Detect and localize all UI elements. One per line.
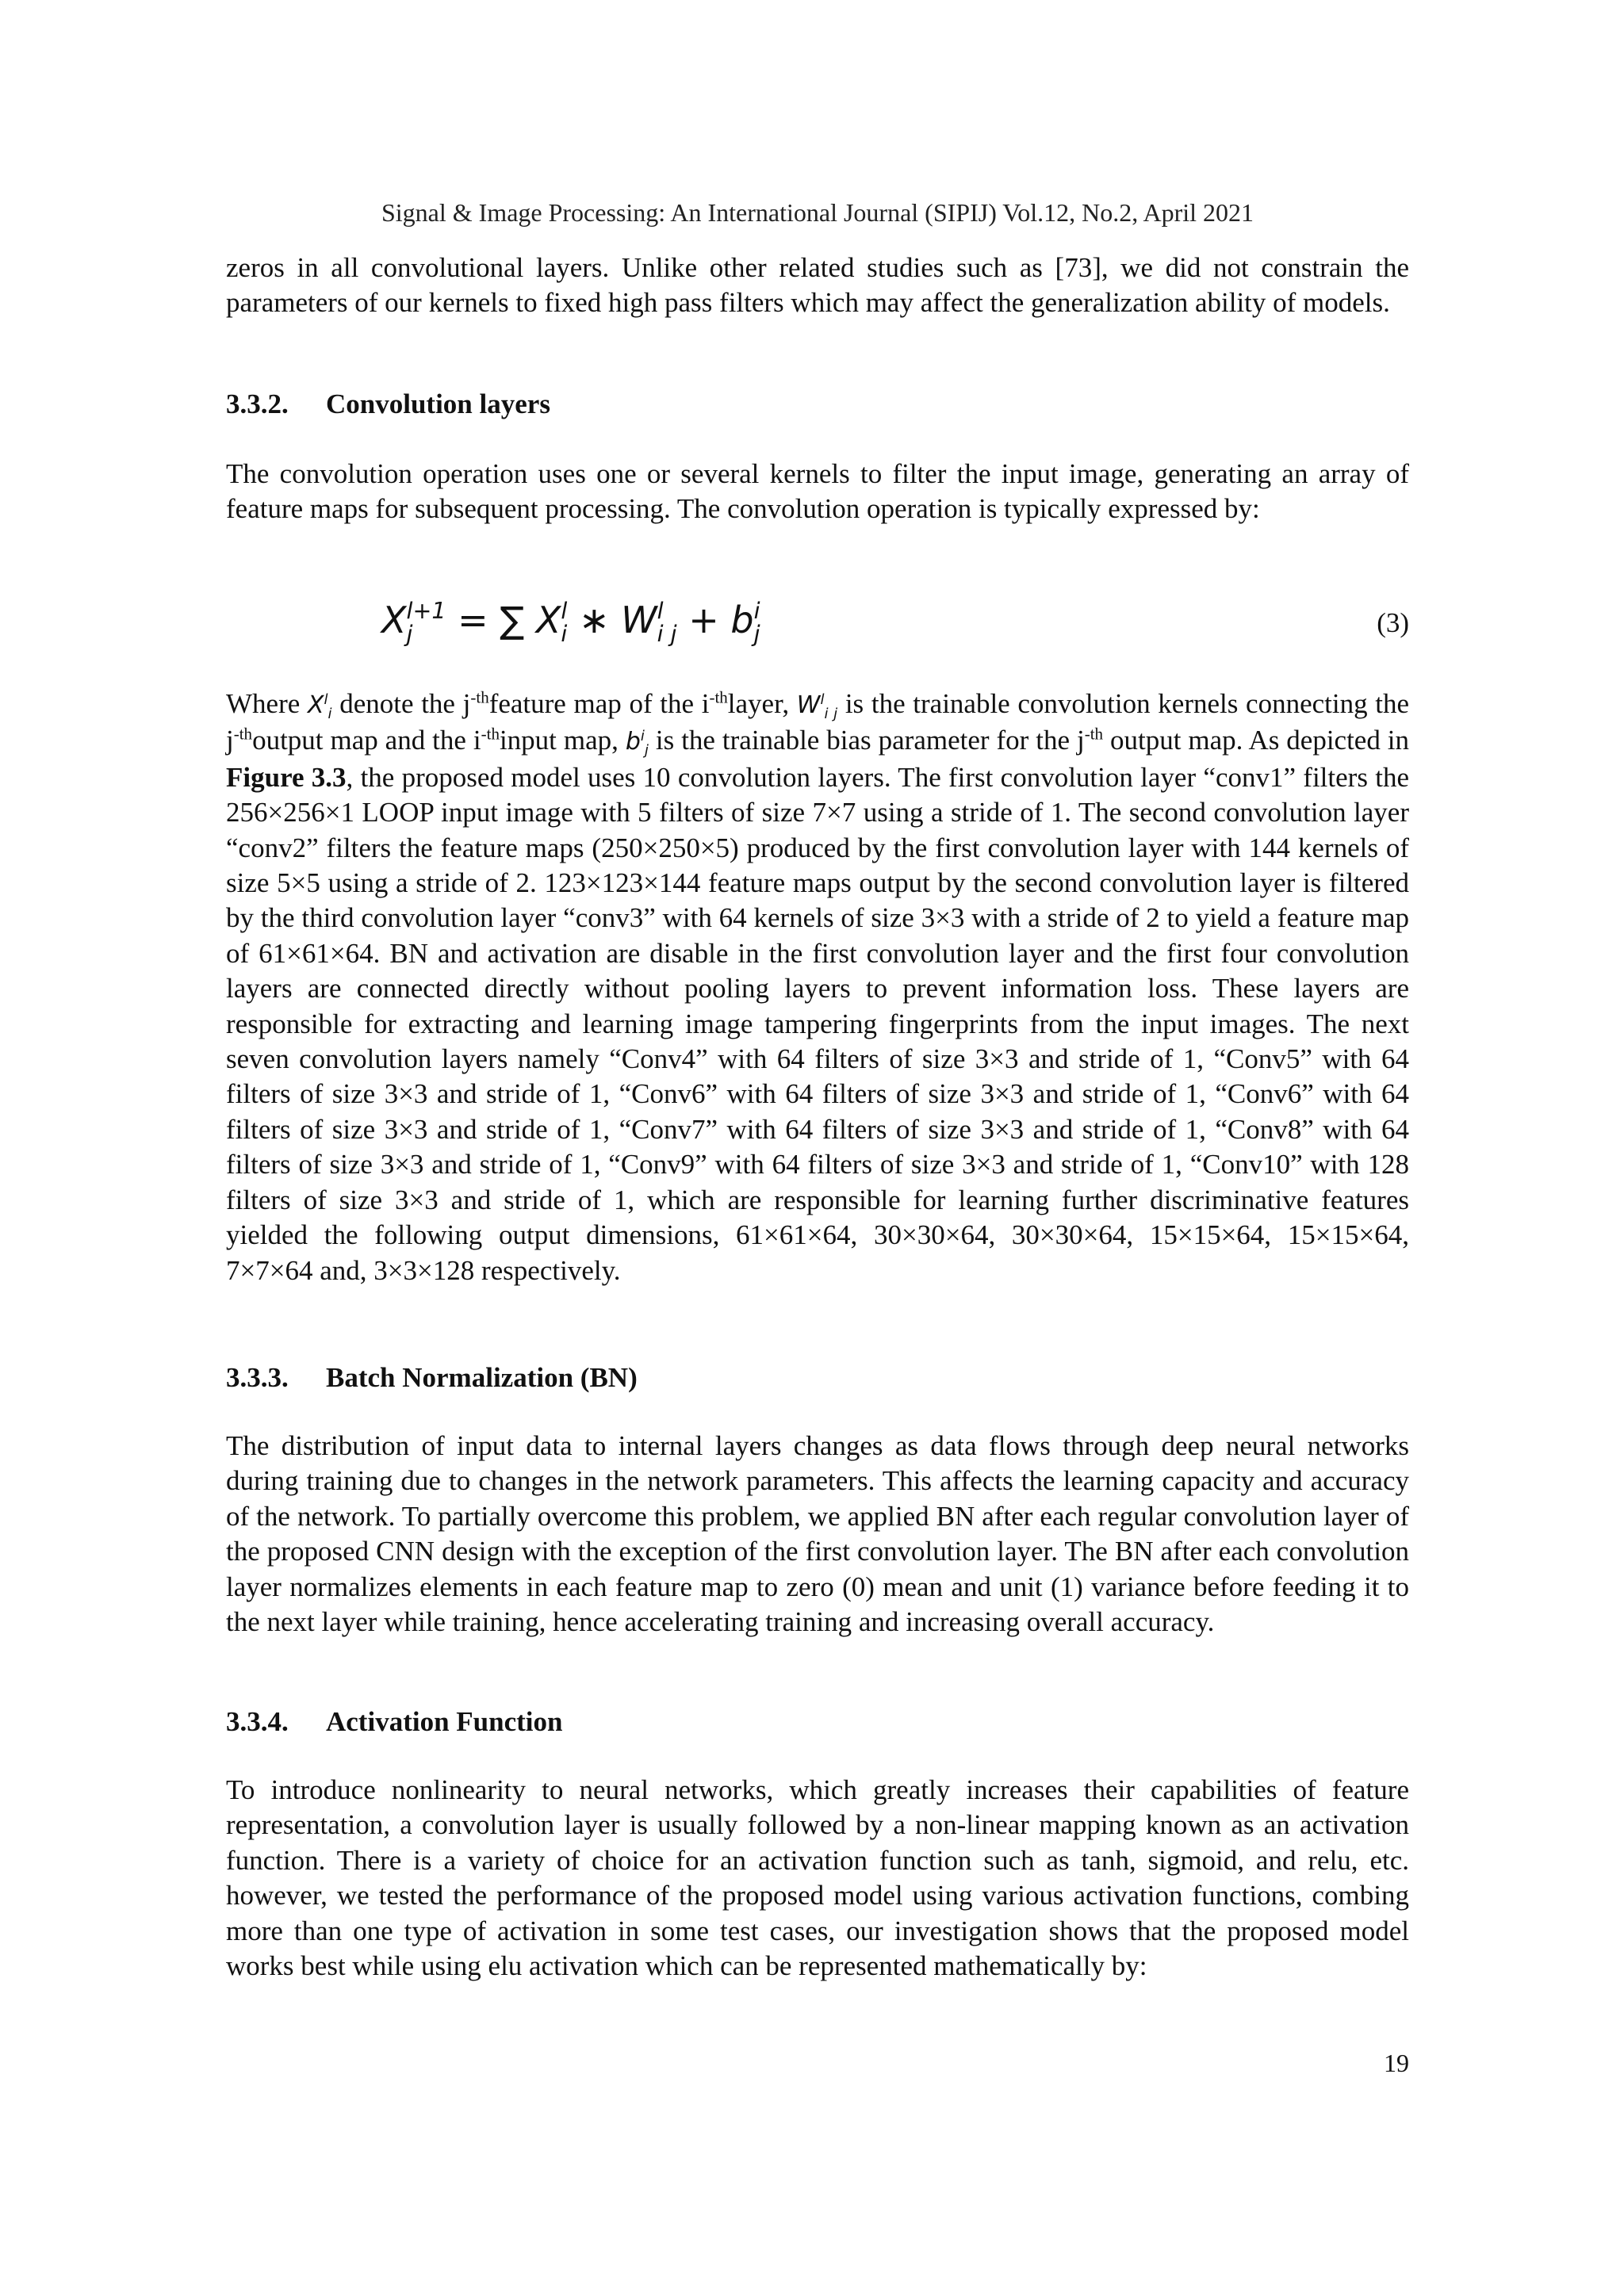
symbol-b-j-i: $b^i_j$ <box>625 728 649 760</box>
section-heading-convolution <box>226 387 550 422</box>
superscript-th: -th <box>1084 724 1104 744</box>
superscript-th: -th <box>233 724 253 744</box>
symbol-x-i-l: $X^l_i$ <box>307 691 332 722</box>
section-number: 3.3.3. <box>226 1362 289 1393</box>
where-paragraph <box>226 687 1409 1288</box>
text-segment: is the trainable bias parameter for the j <box>655 725 1085 756</box>
page-number: 19 <box>1384 2049 1409 2077</box>
batch-normalization-paragraph: The distribution of input data to internal layers changes as data flows through deep neural networks during training due to changes in the network parameters. This affects the learning capacity and accuracy of the network. To partially overcome this problem, we applied BN after each regular convolution layer of the proposed CNN design with the exception of the first convolution layer. The BN after each convolution layer normalizes elements in each feature map to zero (0) mean and unit (1) variance before feeding it to the next layer while training, hence accelerating training and increasing overall accuracy. <box>226 1430 1409 1638</box>
figure-reference: Figure 3.3 <box>226 761 347 793</box>
text-segment: input map, <box>499 725 619 756</box>
text-segment: output map and the i <box>252 725 481 756</box>
text-segment: , the proposed model uses 10 convolution layers. The first convolution layer “conv1” filters the 256×256×1 LOOP input image with 5 filters of size 7×7 using a stride of 1. The second convolution layer “conv2” filters the feature maps (250×250×5) produced by the first convolution layer with 144 kernels of size 5×5 using a stride of 2. 123×123×144 feature maps output by the second convolution layer is filtered by the third convolution layer “conv3” with 64 kernels of size 3×3 with a stride of 2 to yield a feature map of 61×61×64. BN and activation are disable in the first convolution layer and the first four convolution layers are connected directly without pooling layers to prevent information loss. These layers are responsible for extracting and learning image tampering fingerprints from the input images. The next seven convolution layers namely “Conv4” with 64 filters of size 3×3 and stride of 1, “Conv5” with 64 filters of size 3×3 and stride of 1, “Conv6” with 64 filters of size 3×3 and stride of 1, “Conv6” with 64 filters of size 3×3 and stride of 1, “Conv7” with 64 filters of size 3×3 and stride of 1, “Conv8” with 64 filters of size 3×3 and stride of 1, “Conv9” with 64 filters of size 3×3 and stride of 1, “Conv10” with 128 filters of size 3×3 and stride of 1, which are responsible for learning further discriminative features yielded the following output dimensions, 61×61×64, 30×30×64, 30×30×64, 15×15×64, 15×15×64, 7×7×64 and, 3×3×128 respectively. <box>226 761 1409 1286</box>
section-title: Activation Function <box>326 1706 563 1737</box>
convolution-formula: X l+1 j = ∑ X l i ∗ W l i j + b i j <box>381 597 760 647</box>
equation-number: (3) <box>1377 607 1409 638</box>
section-title: Convolution layers <box>326 388 550 419</box>
intro-paragraph: zeros in all convolutional layers. Unlike other related studies such as [73], we did not constrain the parameters of our kernels to fixed high pass filters which may affect the generalization ability of models. <box>226 252 1409 319</box>
running-header: Signal & Image Processing: An International Journal (SIPIJ) Vol.12, No.2, April 2021 <box>381 198 1254 227</box>
section-number: 3.3.4. <box>226 1706 289 1737</box>
text-segment: output map. As depicted in <box>1110 725 1410 756</box>
activation-paragraph: To introduce nonlinearity to neural networks, which greatly increases their capabilities of feature representation, a convolution layer is usually followed by a non-linear mapping known as an activation function. There is a variety of choice for an activation function such as tanh, sigmoid, and relu, etc. however, we tested the performance of the proposed model using various activation functions, combing more than one type of activation in some test cases, our investigation shows that the proposed model works best while using elu activation which can be represented mathematically by: <box>226 1774 1409 1982</box>
section-number: 3.3.2. <box>226 388 289 419</box>
section-title: Batch Normalization (BN) <box>326 1362 638 1393</box>
superscript-th: -th <box>470 687 489 707</box>
text-where: Where <box>226 688 301 719</box>
text-segment: feature map of the i <box>488 688 710 719</box>
text-segment: layer, <box>727 688 790 719</box>
convolution-intro-paragraph: The convolution operation uses one or several kernels to filter the input image, generating an array of feature maps for subsequent processing. The convolution operation is typically expressed by: <box>226 458 1409 525</box>
text-segment: denote the j <box>339 688 471 719</box>
symbol-w-ij-l: $W^l_{i j}$ <box>796 691 838 722</box>
superscript-th: -th <box>709 687 728 707</box>
superscript-th: -th <box>481 724 500 744</box>
section-heading-batch-normalization <box>226 1360 638 1395</box>
text-segment: is the trainable convolution kernels connecting the j <box>226 688 1410 756</box>
equation-3 <box>226 588 1409 660</box>
section-heading-activation <box>226 1705 562 1739</box>
